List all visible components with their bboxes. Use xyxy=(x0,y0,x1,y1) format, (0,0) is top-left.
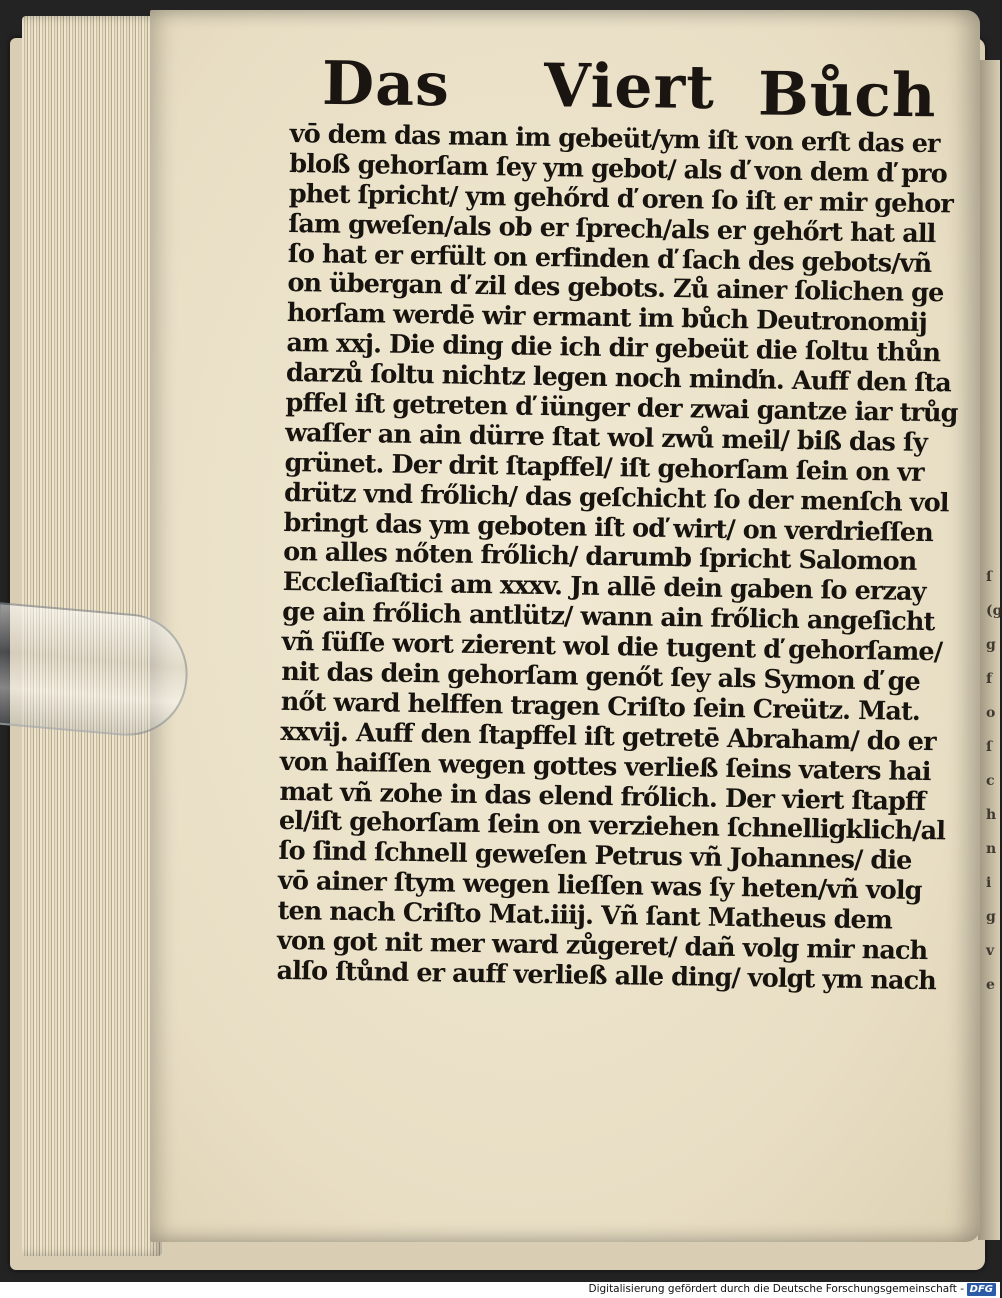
text-line: horſam werdē wir ermant im bůch Deutronomij xyxy=(286,298,928,339)
text-line: am xxj. Die ding die ich dir gebeüt die ſoltu thůn xyxy=(286,328,941,369)
text-line: vñ ſüſſe wort zierent wol die tugent ď gehorſame/ xyxy=(281,627,943,668)
text-line: pffel iſt getreten ď iünger der zwai gantze iar trůg xyxy=(285,387,958,429)
text-line: phet ſpricht/ ym gehőrd ď oren ſo iſt er mir gehor xyxy=(288,178,954,220)
running-head-word-1: Das xyxy=(321,48,451,121)
text-line: von haiſſen wegen gottes verließ ſeins vaters hai xyxy=(279,746,931,787)
text-line: nőt ward helffen tragen Criſto ſein Creütz. Mat. xyxy=(280,686,921,727)
text-line: ten nach Criſto Mat.iiij. Vñ ſant Matheus dem xyxy=(277,896,893,936)
footer-credit: Digitalisierung gefördert durch die Deutsche Forschungsgemeinschaft - xyxy=(588,1283,964,1295)
text-line: ſo hat er erfült on erfinden ď ſach des gebots/vñ xyxy=(287,238,932,279)
text-line: bringt das ym geboten iſt oď wirt/ on verdrieſſen xyxy=(283,507,934,548)
text-line: alſo ſtůnd er auff verließ alle ding/ volgt ym nach xyxy=(276,955,937,997)
text-line: ſo ſind ſchnell geweſen Petrus vñ Johannes/ die xyxy=(278,836,912,877)
text-line: nit das dein gehorſam genőt ſey als Symon ď ge xyxy=(281,656,921,697)
text-line: xxvij. Auff den ſtapffel iſt getretē Abraham/ do er xyxy=(280,716,936,758)
text-line: mat vñ zohe in das elend frőlich. Der viert ſtapff xyxy=(279,776,926,817)
running-head-word-2: Viert xyxy=(543,51,716,124)
text-line: on übergan ď zil des gebots. Zů ainer ſolichen ge xyxy=(287,268,944,309)
text-line: darzů ſoltu nichtz legen noch minďn. Auff den ſta xyxy=(285,358,952,399)
text-line: vō ainer ſtym wegen lieſſen was ſy heten/vñ volg xyxy=(277,866,922,907)
text-line: ge ain frőlich antlütz/ wann ain frőlich angeſicht xyxy=(282,597,935,638)
text-line: grünet. Der drit ſtapffel/ iſt gehorſam ſein on vr xyxy=(284,447,924,488)
text-line: drütz vnd frőlich/ das geſchicht ſo der menſch vol xyxy=(283,477,949,519)
text-line: vō dem das man im gebeüt/ym iſt von erſt das er xyxy=(289,119,940,160)
text-line: ſam gweſen/als ob er ſprech/als er gehőrt hat all xyxy=(288,208,936,249)
text-line: on alles nőten frőlich/ darumb ſpricht Salomon xyxy=(282,537,917,578)
dfg-logo: DFG xyxy=(967,1283,996,1296)
text-line: el/iſt gehorſam ſein on verziehen ſchnelligklich/al xyxy=(278,806,946,847)
running-head-word-3: Bůch xyxy=(757,59,937,132)
text-line: bloß gehorſam ſey ym gebot/ als ď von dem ď pro xyxy=(289,148,948,190)
footer-bar xyxy=(0,1282,1000,1298)
text-line: waſſer an ain dürre ſtat wol zwů meil/ biß das ſy xyxy=(284,417,928,458)
text-line: von got nit mer ward zůgeret/ dañ volg mir nach xyxy=(276,925,928,967)
text-line: Eccleſiaſtici am xxxv. Jn allē dein gaben ſo erzay xyxy=(282,567,926,608)
text-block xyxy=(276,119,958,997)
next-page-fragment: ſ(gg fo ſch nig ve xyxy=(986,569,1002,993)
